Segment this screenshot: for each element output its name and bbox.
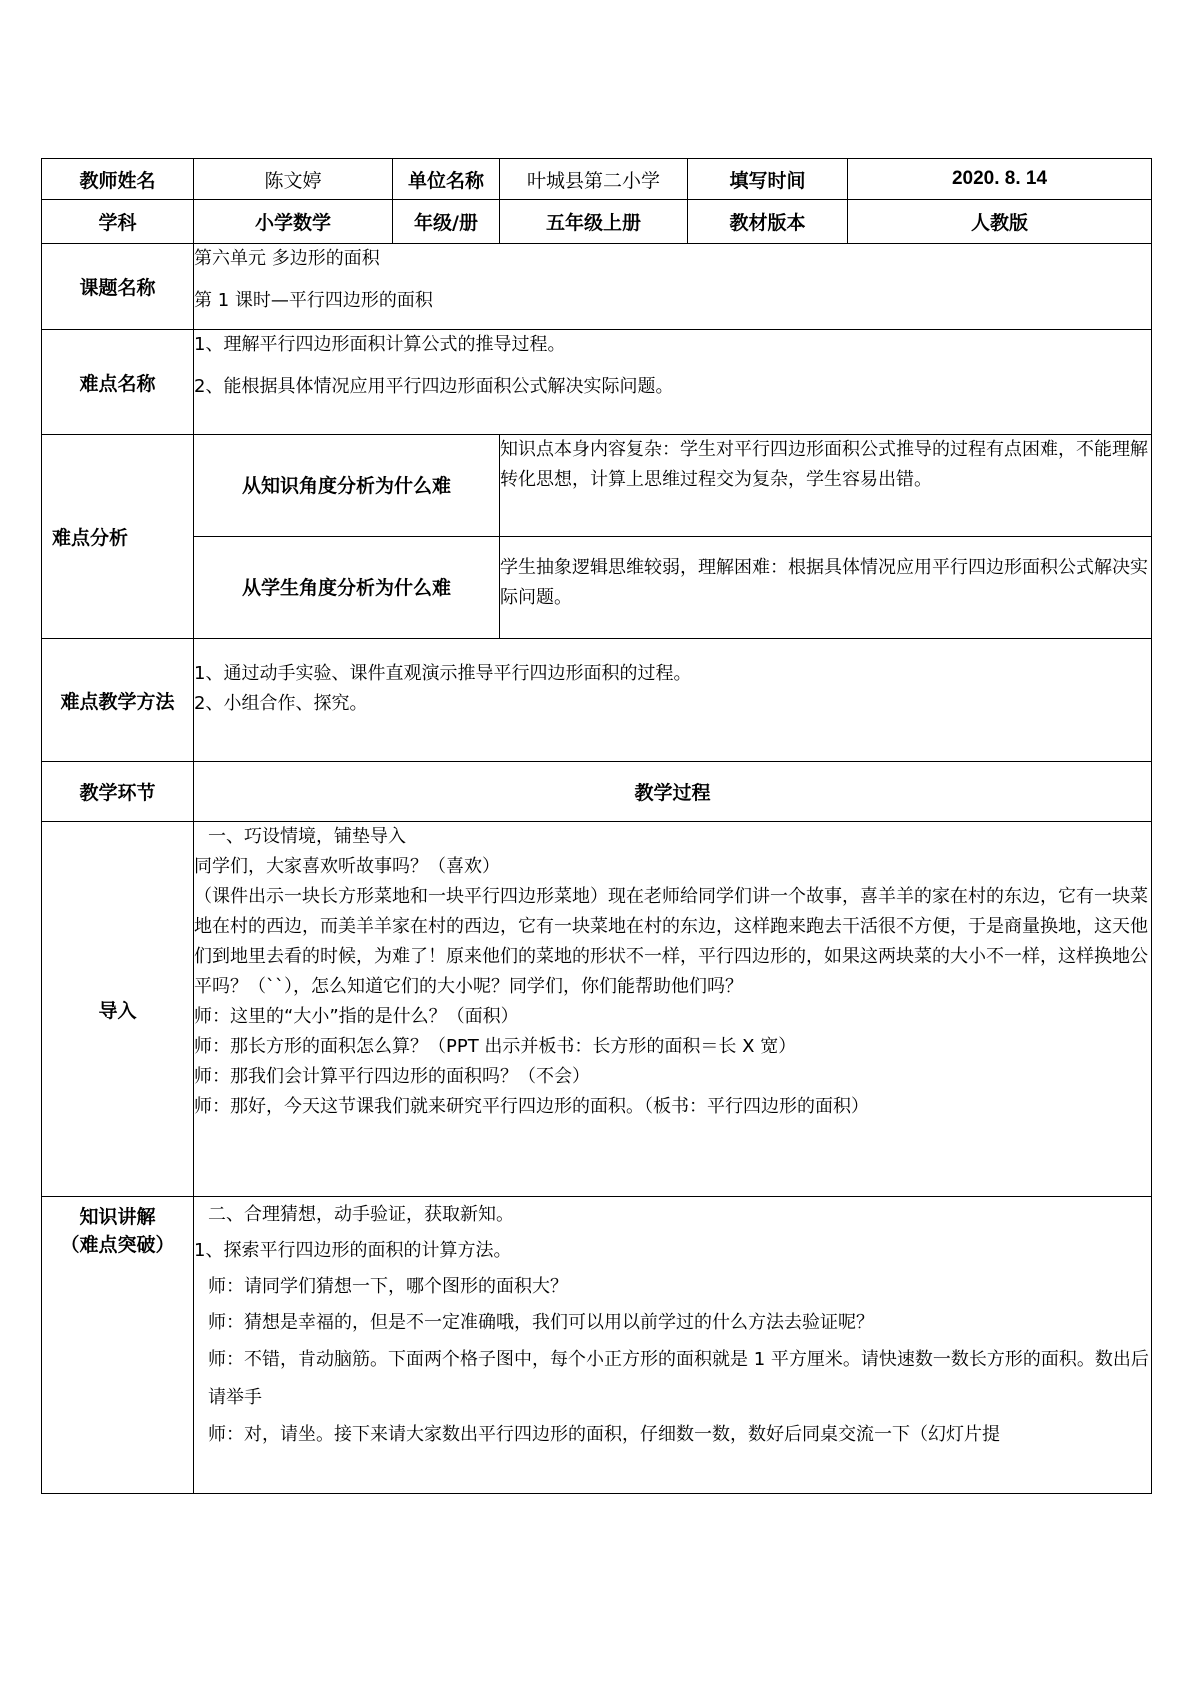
topic-line-1: 第六单元 多边形的面积 [194, 248, 380, 269]
unit-label: 单位名称 [393, 159, 500, 200]
method-line-2: 2、小组合作、探究。 [194, 693, 368, 714]
header-row-1 [42, 159, 1152, 200]
grade-value: 五年级上册 [500, 200, 688, 244]
knowledge-line: 师：对，请坐。接下来请大家数出平行四边形的面积，仔细数一数，数好后同桌交流一下（幻灯片提 [208, 1424, 1000, 1445]
grade-label: 年级/册 [393, 200, 500, 244]
intro-story: （课件出示一块长方形菜地和一块平行四边形菜地）现在老师给同学们讲一个故事，喜羊羊的家在村的东边，它有一块菜地在村的西边，而美羊羊家在村的西边，它有一块菜地在村的东边，这样跑来跑去干活很不方便，于是商量换地，这天他们到地里去看的时候，为难了！原来他们的菜地的形状不一样，平行四边形的，如果这两块菜的大小不一样，这样换地公平吗？（``），怎么知道它们的大小呢？同学们，你们能帮助他们吗？ [194, 886, 1148, 997]
student-angle-text: 学生抽象逻辑思维较弱，理解困难：根据具体情况应用平行四边形面积公式解决实际问题。 [500, 537, 1152, 639]
intro-heading: 一、巧设情境，铺垫导入 [208, 826, 406, 847]
intro-content [194, 822, 1152, 1197]
topic-line-2: 第 1 课时—平行四边形的面积 [194, 290, 433, 311]
intro-line: 师：那好，今天这节课我们就来研究平行四边形的面积。（板书：平行四边形的面积） [194, 1096, 869, 1117]
knowledge-line: 1、探索平行四边形的面积的计算方法。 [194, 1240, 512, 1261]
edition-value: 人教版 [848, 200, 1152, 244]
topic-label: 课题名称 [42, 244, 194, 330]
knowledge-angle-label: 从知识角度分析为什么难 [194, 435, 500, 537]
topic-content [194, 244, 1152, 330]
knowledge-heading: 二、合理猜想，动手验证，获取新知。 [208, 1204, 514, 1225]
method-label: 难点教学方法 [42, 639, 194, 762]
difficulty-row [42, 330, 1152, 435]
student-angle-label: 从学生角度分析为什么难 [194, 537, 500, 639]
intro-line: 师：这里的“大小”指的是什么？（面积） [194, 1006, 519, 1027]
intro-line: 师：那我们会计算平行四边形的面积吗？（不会） [194, 1066, 590, 1087]
knowledge-row [42, 1197, 1152, 1494]
header-row-2 [42, 200, 1152, 244]
knowledge-line: 师：请同学们猜想一下，哪个图形的面积大？ [208, 1276, 568, 1297]
unit-value: 叶城县第二小学 [500, 159, 688, 200]
teacher-label: 教师姓名 [42, 159, 194, 200]
date-label: 填写时间 [688, 159, 848, 200]
knowledge-angle-text: 知识点本身内容复杂：学生对平行四边形面积公式推导的过程有点困难，不能理解转化思想，计算上思维过程交为复杂，学生容易出错。 [500, 435, 1152, 537]
intro-label: 导入 [42, 822, 194, 1197]
intro-line: 同学们，大家喜欢听故事吗？（喜欢） [194, 856, 500, 877]
process-header: 教学过程 [194, 762, 1152, 822]
subject-label: 学科 [42, 200, 194, 244]
date-value: 2020. 8. 14 [848, 159, 1152, 200]
process-header-row [42, 762, 1152, 822]
knowledge-label-sub: （难点突破） [60, 1234, 175, 1256]
intro-row [42, 822, 1152, 1197]
difficulty-line-1: 1、理解平行四边形面积计算公式的推导过程。 [194, 334, 566, 355]
knowledge-line: 师：猜想是幸福的，但是不一定准确哦，我们可以用以前学过的什么方法去验证呢？ [208, 1312, 874, 1333]
knowledge-content [194, 1197, 1152, 1494]
lesson-plan-table [41, 158, 1152, 1494]
analysis-knowledge-row [42, 435, 1152, 537]
method-content [194, 639, 1152, 762]
difficulty-label: 难点名称 [42, 330, 194, 435]
edition-label: 教材版本 [688, 200, 848, 244]
difficulty-line-2: 2、能根据具体情况应用平行四边形面积公式解决实际问题。 [194, 376, 674, 397]
subject-value: 小学数学 [194, 200, 393, 244]
intro-line: 师：那长方形的面积怎么算？（PPT 出示并板书：长方形的面积＝长 X 宽） [194, 1036, 797, 1057]
difficulty-content [194, 330, 1152, 435]
method-row [42, 639, 1152, 762]
topic-row [42, 244, 1152, 330]
knowledge-label: 知识讲解 [79, 1206, 156, 1228]
stage-header: 教学环节 [42, 762, 194, 822]
knowledge-line: 师：不错，肯动脑筋。下面两个格子图中，每个小正方形的面积就是 1 平方厘米。请快速数一数长方形的面积。数出后请举手 [208, 1349, 1149, 1408]
teacher-value: 陈文婷 [194, 159, 393, 200]
method-line-1: 1、通过动手实验、课件直观演示推导平行四边形面积的过程。 [194, 663, 692, 684]
analysis-label: 难点分析 [42, 435, 194, 639]
analysis-student-row [42, 537, 1152, 639]
knowledge-label-cell [42, 1197, 194, 1494]
